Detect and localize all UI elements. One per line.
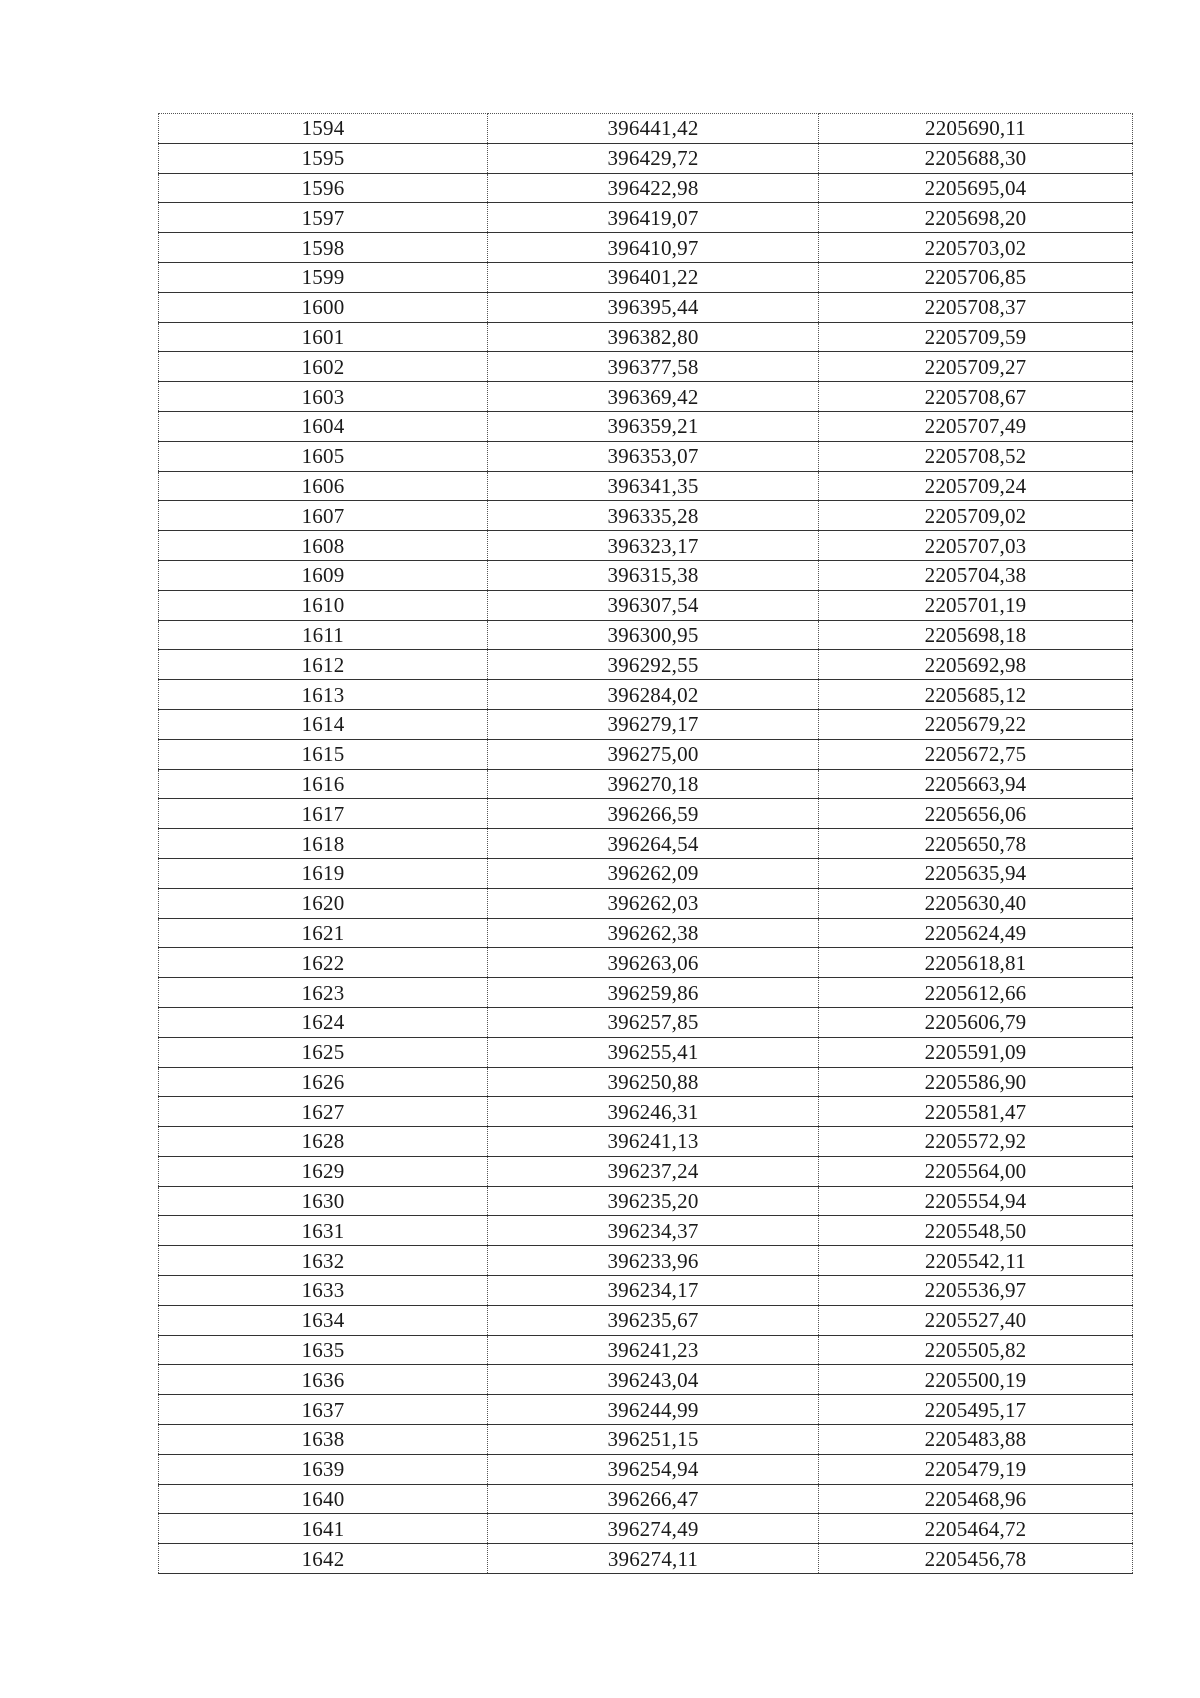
table-row [159, 1127, 1133, 1157]
y-coordinate-cell: 2205456,78 [819, 1544, 1133, 1574]
table-row [159, 1246, 1133, 1276]
y-coordinate-cell: 2205707,03 [819, 531, 1133, 561]
table-row [159, 1514, 1133, 1544]
y-coordinate-cell: 2205554,94 [819, 1186, 1133, 1216]
table-row [159, 1484, 1133, 1514]
table-row [159, 233, 1133, 263]
table-row [159, 978, 1133, 1008]
x-coordinate-cell: 396237,24 [488, 1156, 819, 1186]
y-coordinate-cell: 2205618,81 [819, 948, 1133, 978]
y-coordinate-cell: 2205709,59 [819, 322, 1133, 352]
table-row [159, 1037, 1133, 1067]
table-row [159, 918, 1133, 948]
x-coordinate-cell: 396341,35 [488, 471, 819, 501]
y-coordinate-cell: 2205468,96 [819, 1484, 1133, 1514]
table-row [159, 769, 1133, 799]
point-number-cell: 1632 [159, 1246, 488, 1276]
y-coordinate-cell: 2205606,79 [819, 1007, 1133, 1037]
point-number-cell: 1622 [159, 948, 488, 978]
table-row [159, 143, 1133, 173]
x-coordinate-cell: 396266,59 [488, 799, 819, 829]
table-row [159, 1276, 1133, 1306]
x-coordinate-cell: 396254,94 [488, 1454, 819, 1484]
y-coordinate-cell: 2205581,47 [819, 1097, 1133, 1127]
point-number-cell: 1605 [159, 441, 488, 471]
table-row [159, 1305, 1133, 1335]
x-coordinate-cell: 396429,72 [488, 143, 819, 173]
y-coordinate-cell: 2205706,85 [819, 262, 1133, 292]
point-number-cell: 1630 [159, 1186, 488, 1216]
x-coordinate-cell: 396244,99 [488, 1395, 819, 1425]
table-row [159, 352, 1133, 382]
y-coordinate-cell: 2205701,19 [819, 590, 1133, 620]
table-row [159, 173, 1133, 203]
x-coordinate-cell: 396235,67 [488, 1305, 819, 1335]
table-row [159, 680, 1133, 710]
point-number-cell: 1597 [159, 203, 488, 233]
y-coordinate-cell: 2205709,02 [819, 501, 1133, 531]
y-coordinate-cell: 2205564,00 [819, 1156, 1133, 1186]
y-coordinate-cell: 2205586,90 [819, 1067, 1133, 1097]
point-number-cell: 1616 [159, 769, 488, 799]
point-number-cell: 1619 [159, 858, 488, 888]
y-coordinate-cell: 2205536,97 [819, 1276, 1133, 1306]
x-coordinate-cell: 396419,07 [488, 203, 819, 233]
x-coordinate-cell: 396257,85 [488, 1007, 819, 1037]
y-coordinate-cell: 2205630,40 [819, 888, 1133, 918]
point-number-cell: 1620 [159, 888, 488, 918]
table-row [159, 799, 1133, 829]
y-coordinate-cell: 2205483,88 [819, 1425, 1133, 1455]
x-coordinate-cell: 396263,06 [488, 948, 819, 978]
point-number-cell: 1603 [159, 382, 488, 412]
table-row [159, 471, 1133, 501]
table-row [159, 203, 1133, 233]
point-number-cell: 1612 [159, 650, 488, 680]
table-row [159, 1216, 1133, 1246]
x-coordinate-cell: 396441,42 [488, 114, 819, 144]
coordinates-table-body [159, 114, 1133, 1574]
table-row [159, 590, 1133, 620]
x-coordinate-cell: 396235,20 [488, 1186, 819, 1216]
table-row [159, 411, 1133, 441]
table-row [159, 1156, 1133, 1186]
point-number-cell: 1600 [159, 292, 488, 322]
x-coordinate-cell: 396255,41 [488, 1037, 819, 1067]
x-coordinate-cell: 396300,95 [488, 620, 819, 650]
point-number-cell: 1624 [159, 1007, 488, 1037]
table-row [159, 1544, 1133, 1574]
point-number-cell: 1639 [159, 1454, 488, 1484]
table-row [159, 1365, 1133, 1395]
x-coordinate-cell: 396264,54 [488, 829, 819, 859]
point-number-cell: 1641 [159, 1514, 488, 1544]
table-row [159, 114, 1133, 144]
x-coordinate-cell: 396307,54 [488, 590, 819, 620]
table-row [159, 1454, 1133, 1484]
table-row [159, 262, 1133, 292]
y-coordinate-cell: 2205542,11 [819, 1246, 1133, 1276]
y-coordinate-cell: 2205695,04 [819, 173, 1133, 203]
table-row [159, 531, 1133, 561]
table-row [159, 1067, 1133, 1097]
table-row [159, 322, 1133, 352]
y-coordinate-cell: 2205704,38 [819, 560, 1133, 590]
y-coordinate-cell: 2205708,67 [819, 382, 1133, 412]
table-row [159, 292, 1133, 322]
point-number-cell: 1611 [159, 620, 488, 650]
x-coordinate-cell: 396292,55 [488, 650, 819, 680]
x-coordinate-cell: 396266,47 [488, 1484, 819, 1514]
table-row [159, 888, 1133, 918]
y-coordinate-cell: 2205707,49 [819, 411, 1133, 441]
table-row [159, 1335, 1133, 1365]
x-coordinate-cell: 396315,38 [488, 560, 819, 590]
table-row [159, 739, 1133, 769]
x-coordinate-cell: 396250,88 [488, 1067, 819, 1097]
x-coordinate-cell: 396274,49 [488, 1514, 819, 1544]
point-number-cell: 1595 [159, 143, 488, 173]
y-coordinate-cell: 2205527,40 [819, 1305, 1133, 1335]
x-coordinate-cell: 396422,98 [488, 173, 819, 203]
point-number-cell: 1618 [159, 829, 488, 859]
x-coordinate-cell: 396243,04 [488, 1365, 819, 1395]
y-coordinate-cell: 2205698,20 [819, 203, 1133, 233]
point-number-cell: 1631 [159, 1216, 488, 1246]
coordinates-table [158, 113, 1133, 1574]
y-coordinate-cell: 2205612,66 [819, 978, 1133, 1008]
y-coordinate-cell: 2205548,50 [819, 1216, 1133, 1246]
y-coordinate-cell: 2205495,17 [819, 1395, 1133, 1425]
x-coordinate-cell: 396262,09 [488, 858, 819, 888]
point-number-cell: 1599 [159, 262, 488, 292]
y-coordinate-cell: 2205479,19 [819, 1454, 1133, 1484]
y-coordinate-cell: 2205690,11 [819, 114, 1133, 144]
point-number-cell: 1635 [159, 1335, 488, 1365]
point-number-cell: 1594 [159, 114, 488, 144]
x-coordinate-cell: 396241,13 [488, 1127, 819, 1157]
x-coordinate-cell: 396279,17 [488, 709, 819, 739]
point-number-cell: 1609 [159, 560, 488, 590]
y-coordinate-cell: 2205709,27 [819, 352, 1133, 382]
point-number-cell: 1626 [159, 1067, 488, 1097]
point-number-cell: 1596 [159, 173, 488, 203]
point-number-cell: 1625 [159, 1037, 488, 1067]
point-number-cell: 1615 [159, 739, 488, 769]
x-coordinate-cell: 396323,17 [488, 531, 819, 561]
table-row [159, 829, 1133, 859]
x-coordinate-cell: 396369,42 [488, 382, 819, 412]
point-number-cell: 1604 [159, 411, 488, 441]
x-coordinate-cell: 396377,58 [488, 352, 819, 382]
point-number-cell: 1614 [159, 709, 488, 739]
x-coordinate-cell: 396259,86 [488, 978, 819, 1008]
x-coordinate-cell: 396284,02 [488, 680, 819, 710]
y-coordinate-cell: 2205672,75 [819, 739, 1133, 769]
x-coordinate-cell: 396274,11 [488, 1544, 819, 1574]
x-coordinate-cell: 396241,23 [488, 1335, 819, 1365]
point-number-cell: 1636 [159, 1365, 488, 1395]
x-coordinate-cell: 396251,15 [488, 1425, 819, 1455]
point-number-cell: 1621 [159, 918, 488, 948]
point-number-cell: 1610 [159, 590, 488, 620]
y-coordinate-cell: 2205624,49 [819, 918, 1133, 948]
y-coordinate-cell: 2205650,78 [819, 829, 1133, 859]
y-coordinate-cell: 2205679,22 [819, 709, 1133, 739]
x-coordinate-cell: 396359,21 [488, 411, 819, 441]
x-coordinate-cell: 396395,44 [488, 292, 819, 322]
table-row [159, 501, 1133, 531]
point-number-cell: 1637 [159, 1395, 488, 1425]
table-row [159, 1097, 1133, 1127]
x-coordinate-cell: 396275,00 [488, 739, 819, 769]
point-number-cell: 1642 [159, 1544, 488, 1574]
y-coordinate-cell: 2205656,06 [819, 799, 1133, 829]
point-number-cell: 1607 [159, 501, 488, 531]
point-number-cell: 1634 [159, 1305, 488, 1335]
x-coordinate-cell: 396382,80 [488, 322, 819, 352]
table-row [159, 709, 1133, 739]
table-row [159, 620, 1133, 650]
table-row [159, 1007, 1133, 1037]
y-coordinate-cell: 2205635,94 [819, 858, 1133, 888]
y-coordinate-cell: 2205591,09 [819, 1037, 1133, 1067]
y-coordinate-cell: 2205685,12 [819, 680, 1133, 710]
table-row [159, 441, 1133, 471]
table-row [159, 382, 1133, 412]
x-coordinate-cell: 396246,31 [488, 1097, 819, 1127]
y-coordinate-cell: 2205500,19 [819, 1365, 1133, 1395]
point-number-cell: 1638 [159, 1425, 488, 1455]
point-number-cell: 1617 [159, 799, 488, 829]
y-coordinate-cell: 2205572,92 [819, 1127, 1133, 1157]
y-coordinate-cell: 2205688,30 [819, 143, 1133, 173]
table-row [159, 1395, 1133, 1425]
table-row [159, 948, 1133, 978]
x-coordinate-cell: 396234,37 [488, 1216, 819, 1246]
point-number-cell: 1602 [159, 352, 488, 382]
point-number-cell: 1628 [159, 1127, 488, 1157]
y-coordinate-cell: 2205692,98 [819, 650, 1133, 680]
y-coordinate-cell: 2205708,52 [819, 441, 1133, 471]
table-row [159, 1425, 1133, 1455]
point-number-cell: 1613 [159, 680, 488, 710]
y-coordinate-cell: 2205505,82 [819, 1335, 1133, 1365]
table-row [159, 858, 1133, 888]
y-coordinate-cell: 2205709,24 [819, 471, 1133, 501]
x-coordinate-cell: 396234,17 [488, 1276, 819, 1306]
point-number-cell: 1608 [159, 531, 488, 561]
point-number-cell: 1601 [159, 322, 488, 352]
point-number-cell: 1633 [159, 1276, 488, 1306]
table-row [159, 1186, 1133, 1216]
document-page [158, 113, 1132, 1574]
y-coordinate-cell: 2205663,94 [819, 769, 1133, 799]
x-coordinate-cell: 396335,28 [488, 501, 819, 531]
table-row [159, 650, 1133, 680]
point-number-cell: 1598 [159, 233, 488, 263]
point-number-cell: 1640 [159, 1484, 488, 1514]
x-coordinate-cell: 396233,96 [488, 1246, 819, 1276]
point-number-cell: 1623 [159, 978, 488, 1008]
x-coordinate-cell: 396270,18 [488, 769, 819, 799]
point-number-cell: 1629 [159, 1156, 488, 1186]
point-number-cell: 1606 [159, 471, 488, 501]
y-coordinate-cell: 2205698,18 [819, 620, 1133, 650]
x-coordinate-cell: 396353,07 [488, 441, 819, 471]
x-coordinate-cell: 396410,97 [488, 233, 819, 263]
y-coordinate-cell: 2205703,02 [819, 233, 1133, 263]
x-coordinate-cell: 396262,03 [488, 888, 819, 918]
x-coordinate-cell: 396401,22 [488, 262, 819, 292]
x-coordinate-cell: 396262,38 [488, 918, 819, 948]
point-number-cell: 1627 [159, 1097, 488, 1127]
y-coordinate-cell: 2205708,37 [819, 292, 1133, 322]
table-row [159, 560, 1133, 590]
y-coordinate-cell: 2205464,72 [819, 1514, 1133, 1544]
